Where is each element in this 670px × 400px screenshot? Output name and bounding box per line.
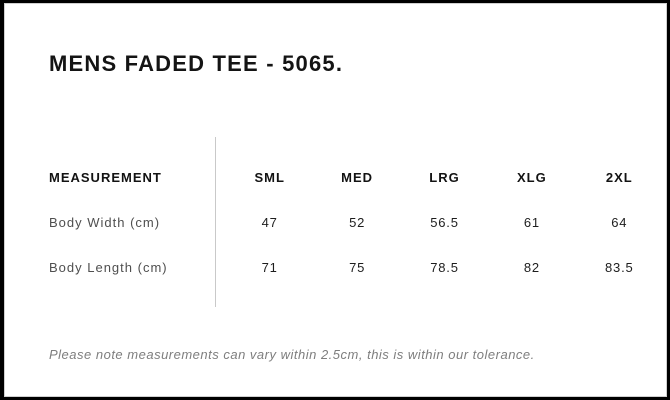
cell-body-length-lrg: 78.5 <box>430 260 459 275</box>
row-label-body-width: Body Width (cm) <box>49 215 161 230</box>
size-table <box>49 155 663 290</box>
cell-body-width-lrg: 56.5 <box>430 215 459 230</box>
column-header-xlg: XLG <box>517 170 547 185</box>
column-header-2xl: 2XL <box>605 170 633 185</box>
cell-body-length-2xl: 83.5 <box>605 260 634 275</box>
cell-body-length-xlg: 82 <box>523 260 540 275</box>
cell-body-length-sml: 71 <box>261 260 278 275</box>
column-header-lrg: LRG <box>429 170 460 185</box>
cell-body-width-2xl: 64 <box>611 215 628 230</box>
tolerance-note: Please note measurements can vary within 2.5cm, this is within our tolerance. <box>49 347 535 362</box>
row-label-body-length: Body Length (cm) <box>49 260 168 275</box>
column-header-med: MED <box>341 170 374 185</box>
column-header-sml: SML <box>254 170 285 185</box>
cell-body-width-xlg: 61 <box>523 215 540 230</box>
column-header-measurement: MEASUREMENT <box>49 170 162 185</box>
cell-body-width-med: 52 <box>349 215 366 230</box>
page-title: MENS FADED TEE - 5065. <box>49 51 344 76</box>
cell-body-width-sml: 47 <box>261 215 278 230</box>
cell-body-length-med: 75 <box>349 260 366 275</box>
